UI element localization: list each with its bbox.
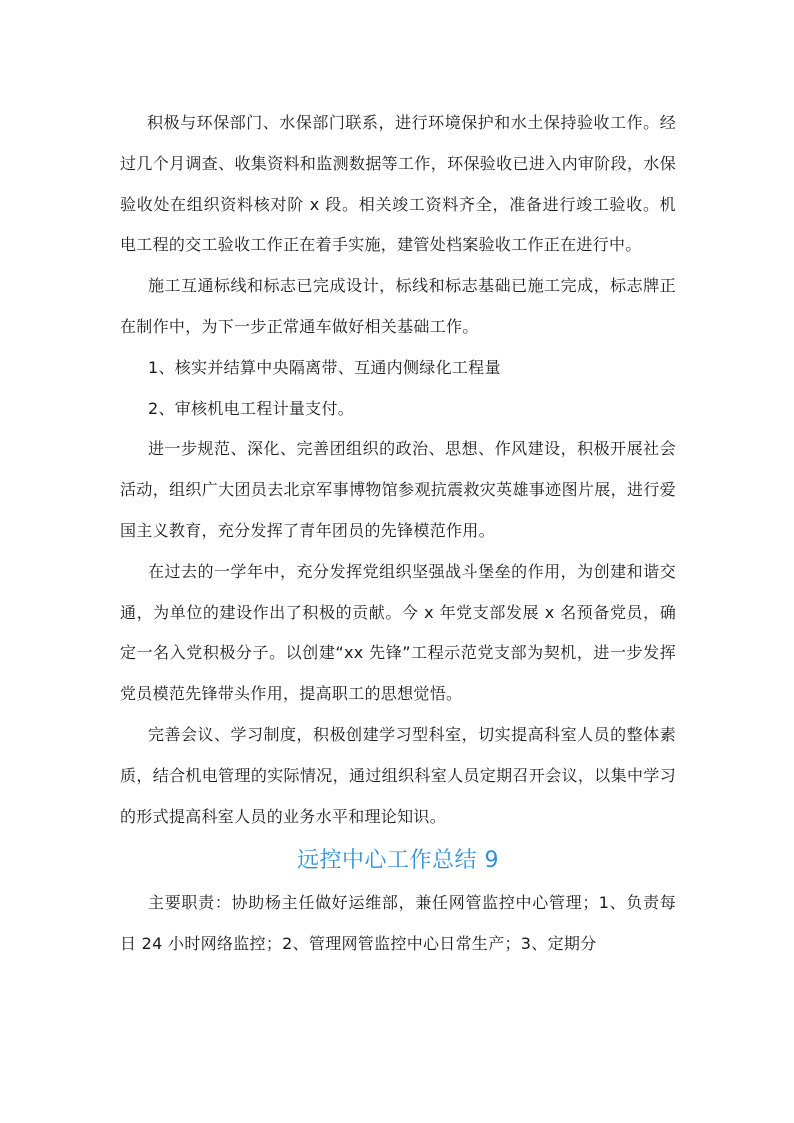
paragraph-signage-construction: 施工互通标线和标志已完成设计，标线和标志基础已施工完成，标志牌正在制作中，为下一步正常通车做好相关基础工作。 <box>120 276 676 336</box>
section-title: 远控中心工作总结 9 <box>297 848 499 874</box>
list-item-1: 1、核实并结算中央隔离带、互通内侧绿化工程量 <box>148 357 501 377</box>
paragraph-youth-league: 进一步规范、深化、完善团组织的政治、思想、作风建设，积极开展社会活动，组织广大团员去北京军事博物馆参观抗震救灾英雄事迹图片展，进行爱国主义教育，充分发挥了青年团员的先锋模范作用。 <box>120 439 676 540</box>
document-body <box>120 103 676 965</box>
paragraph-main-duties: 主要职责：协助杨主任做好运维部，兼任网管监控中心管理；1、负责每日 24 小时网络监控；2、管理网管监控中心日常生产；3、定期分 <box>120 893 676 954</box>
paragraph-study-system: 完善会议、学习制度，积极创建学习型科室，切实提高科室人员的整体素质，结合机电管理的实际情况，通过组织科室人员定期召开会议，以集中学习的形式提高科室人员的业务水平和理论知识。 <box>120 724 676 826</box>
paragraph-environmental-acceptance: 积极与环保部门、水保部门联系，进行环境保护和水土保持验收工作。经过几个月调查、收集资料和监测数据等工作，环保验收已进入内审阶段，水保验收处在组织资料核对阶 x 段。相关竣工资料齐全，准备进行竣工验收。机电工程的交工验收工作正在着手实施，建管处档案验收工作正在进行中。 <box>120 113 676 255</box>
paragraph-party-branch: 在过去的一学年中，充分发挥党组织坚强战斗堡垒的作用，为创建和谐交通，为单位的建设作出了积极的贡献。今 x 年党支部发展 x 名预备党员，确定一名入党积极分子。以创建“xx 先锋”工程示范党支部为契机，进一步发挥党员模范先锋带头作用，提高职工的思想觉悟。 <box>120 561 676 704</box>
list-item-2: 2、审核机电工程计量支付。 <box>148 398 355 418</box>
